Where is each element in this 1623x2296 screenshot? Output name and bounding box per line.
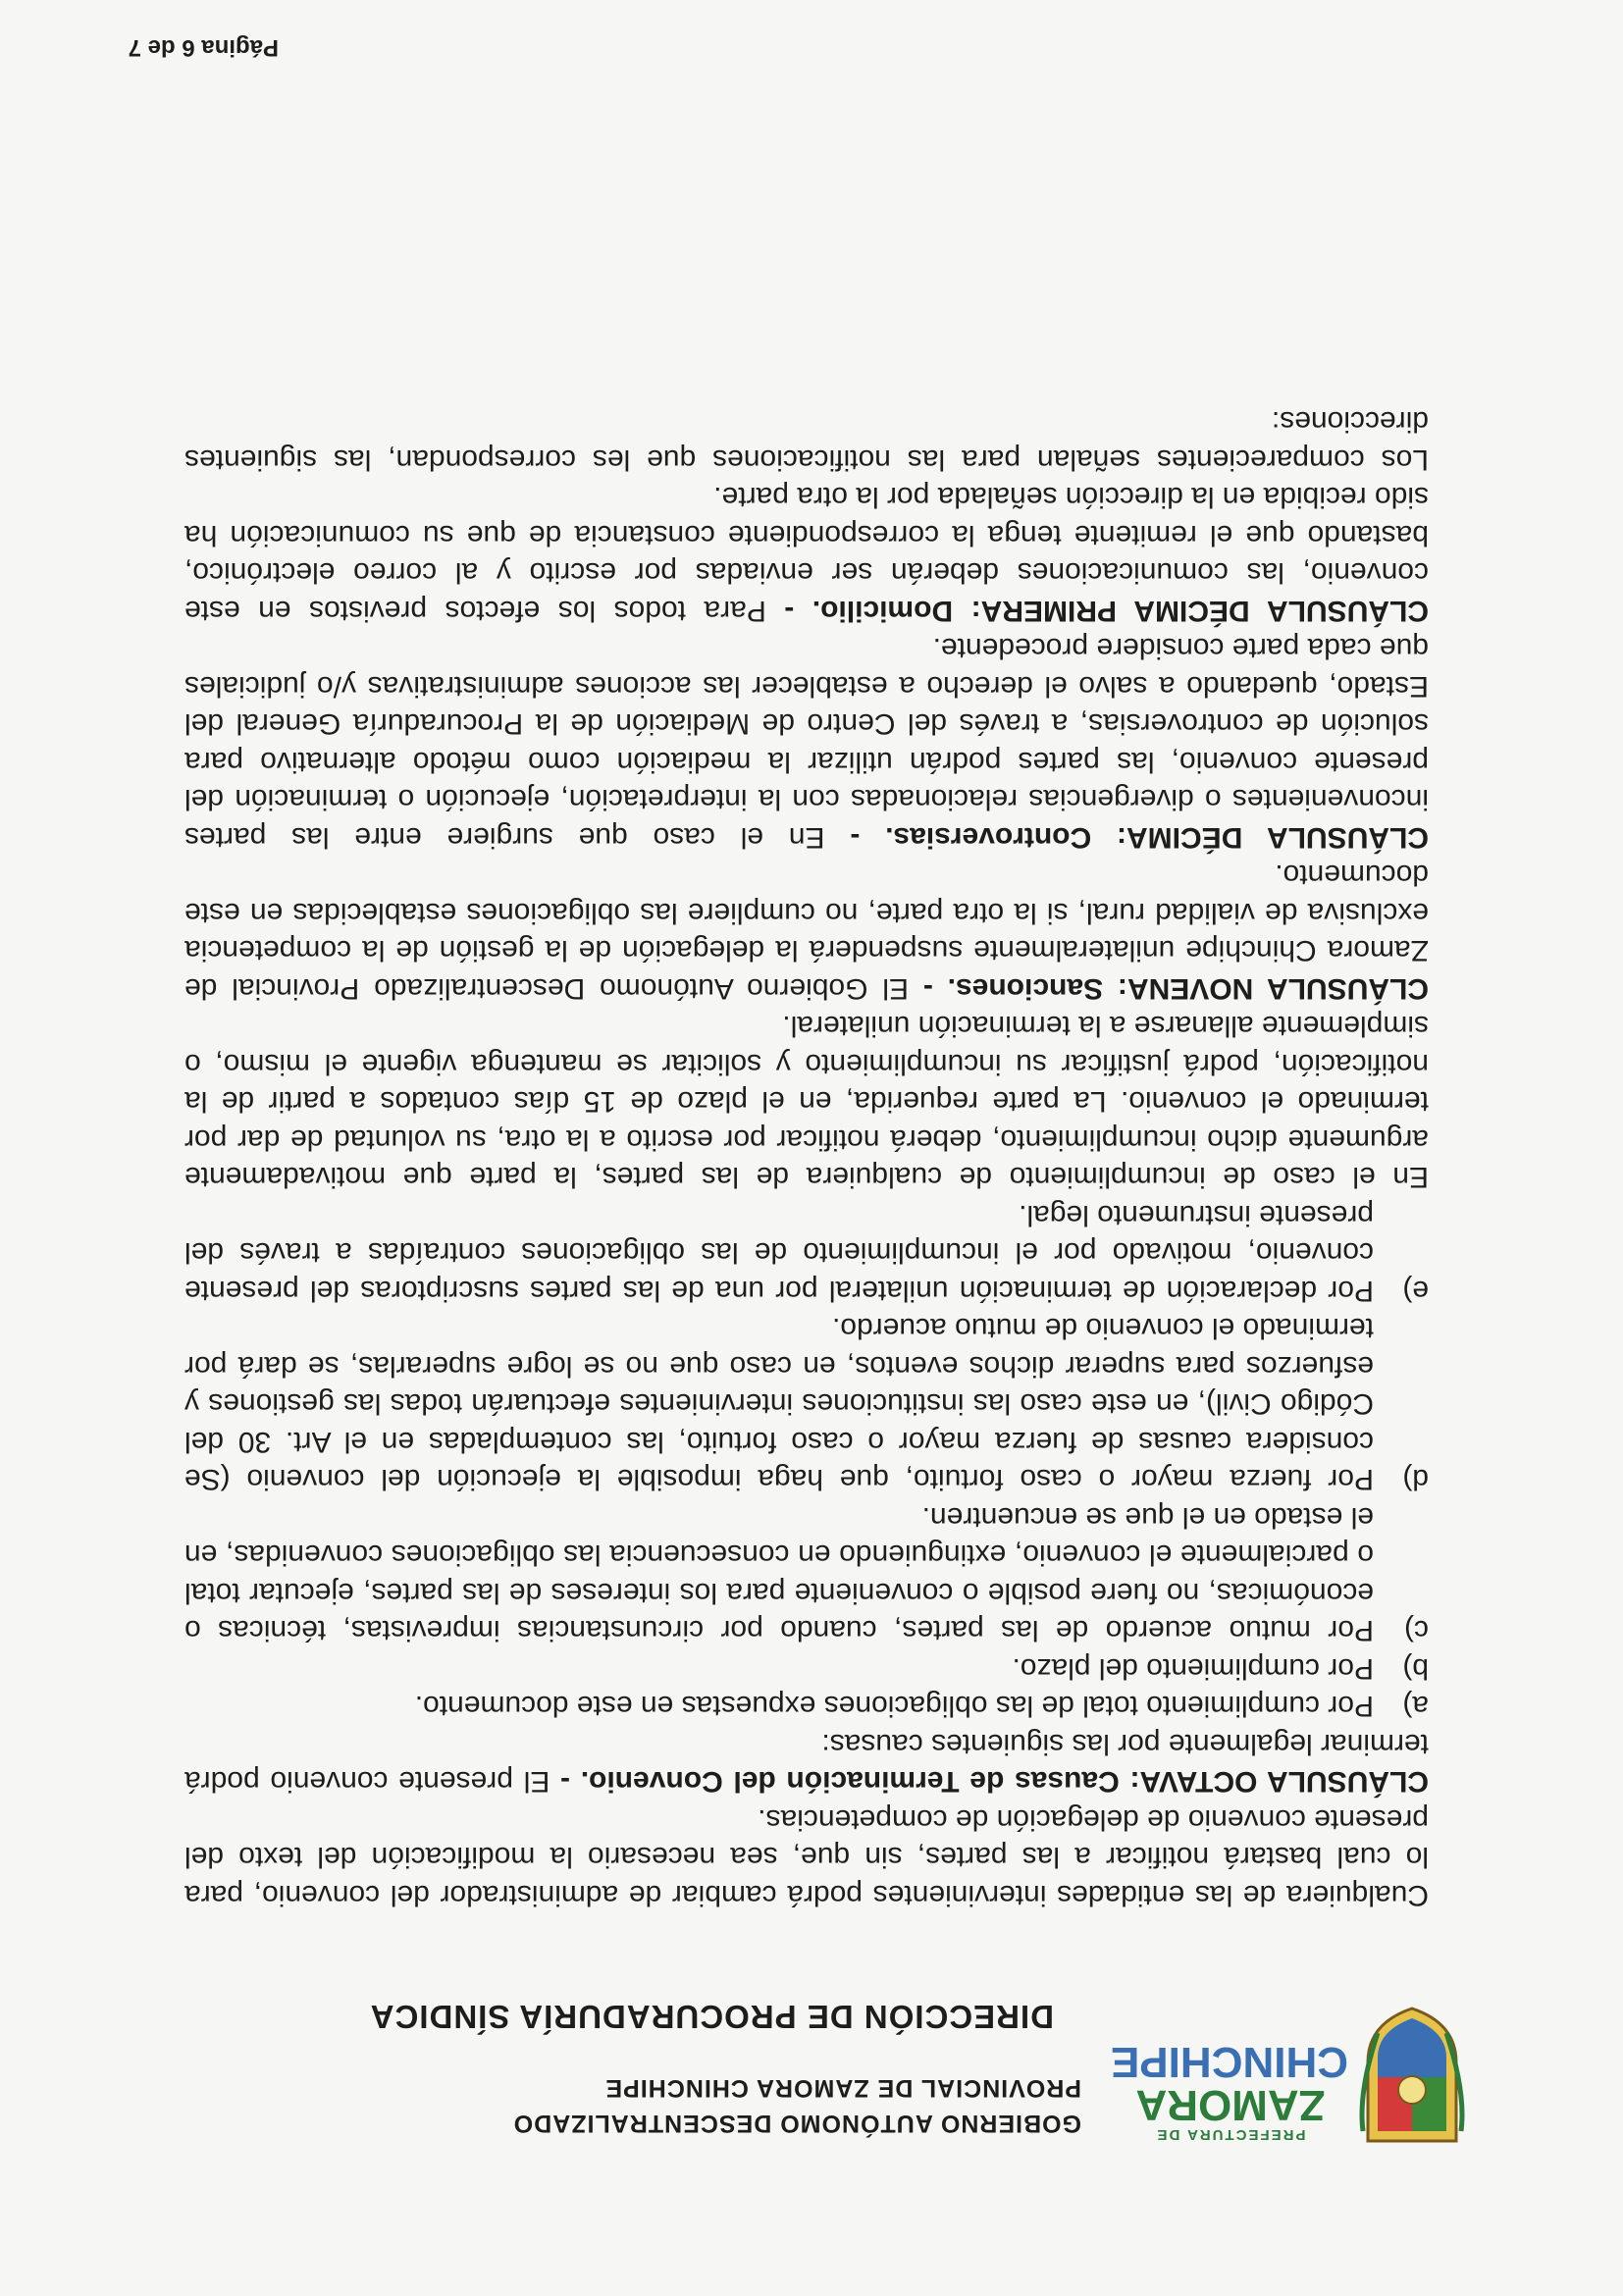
brand-chinchipe: CHINCHIPE (1110, 2038, 1348, 2086)
brand-zamora: ZAMORA (1135, 2081, 1326, 2129)
page-number: Página 6 de 7 (128, 34, 279, 61)
list-item (184, 1498, 1429, 1649)
government-name-line2: PROVINCIAL DE ZAMORA CHINCHIPE (604, 2074, 1081, 2102)
department-title: DIRECCIÓN DE PROCURADURÍA SÍNDICA (369, 1999, 1054, 2035)
document-body (184, 402, 1429, 1913)
list-item-label: e) (1402, 1275, 1429, 1307)
clause-decima-text: En el caso que surgiere entre las partes inconvenientes o divergencias relacionadas con la interpretación, ejecución o terminación del presente convenio, las partes podrán utilizar la mediación como método alternativo para solución de controversias, a través del Centro de Mediación de la Procuraduría General del Estado, quedando a salvo el derecho a establecer las acciones administrativas y/o judiciales que cada parte considere procedente. (184, 632, 1429, 854)
intro-paragraph: Cualquiera de las entidades intervinientes podrá cambiar de administrador del convenio, para lo cual bastará notificar a las partes, sin que, sea necesario la modificación del texto del presente convenio de delegación de competencias. (184, 1803, 1429, 1911)
clause-decima-primera-text: Para todos los efectos previstos en este convenio, las comunicaciones deberán ser enviadas por escrito y al correo electrónico, bastando que el remitente tenga la correspondiente constancia de que su comunicación ha sido recibida en la dirección señalada por la otra parte. (184, 481, 1429, 627)
clause-octava (184, 1725, 1429, 1800)
letterhead (112, 1964, 1466, 2151)
list-item-text: Por mutuo acuerdo de las partes, cuando por circunstancias imprevistas, técnicas o económicas, no fuere posible o conveniente para los intereses de las partes, ejecutar total o parcialmente el convenio, extinguiendo en consecuencia las obligaciones convenidas, en el estado en el que se encuentren. (184, 1501, 1374, 1647)
brand-prefix: PREFECTURA DE (1155, 2126, 1306, 2143)
list-item-label: a) (1402, 1690, 1429, 1723)
list-item-text: Por cumplimiento del plazo. (1012, 1652, 1374, 1685)
clause-octava-title: CLÁUSULA OCTAVA: Causas de Terminación del Convenio. - (560, 1765, 1429, 1799)
government-name (513, 2070, 1081, 2141)
list-item (184, 1196, 1429, 1310)
clause-decima-primera (184, 478, 1429, 629)
list-item (184, 1309, 1429, 1498)
clause-novena-text: El Gobierno Autónomo Descentralizado Provincial de Zamora Chinchipe unilateralmente suspenderá la delegación de la gestión de la competencia exclusiva de vialidad rural, si la otra parte, no cumpliere las obligaciones establecidas en este documento. (184, 859, 1429, 1005)
list-item (184, 1687, 1429, 1725)
government-name-line1: GOBIERNO AUTÓNOMO DESCENTRALIZADO (512, 2110, 1081, 2137)
list-item-text: Por declaración de terminación unilateral por una de las partes suscriptoras del presente convenio, motivado por el incumplimiento de las obligaciones contraídas a través del presente instrumento legal. (184, 1199, 1374, 1307)
list-item (184, 1649, 1429, 1688)
list-item-label: b) (1402, 1652, 1429, 1685)
list-item-text: Por cumplimiento total de las obligaciones expuestas en este documento. (414, 1690, 1374, 1723)
clause-novena-title: CLÁUSULA NOVENA: Sanciones. - (922, 972, 1429, 1005)
clause-decima-title: CLÁUSULA DÉCIMA: Controversias. - (850, 821, 1429, 854)
brand-wordmark (1110, 2038, 1348, 2143)
clause-decima (184, 629, 1429, 856)
provincial-crest-logo (1358, 2004, 1466, 2151)
incumplimiento-paragraph: En el caso de incumplimiento de cualquiera de las partes, la parte que motivadamente argumente dicho incumplimiento, deberá notificar por escrito a la otra, su voluntad de dar por terminado el convenio. La parte requerida, en el plazo de 15 días contados a partir de la notificación, podrá justificar su incumplimiento y solicitar se mantenga vigente el mismo, o simplemente allanarse a la terminación unilateral. (184, 1010, 1429, 1194)
clause-novena (184, 856, 1429, 1007)
clause-octava-text: El presente convenio podrá terminar legalmente por las siguientes causas: (184, 1728, 1429, 1799)
list-item-label: c) (1404, 1614, 1429, 1647)
list-item-label: d) (1402, 1463, 1429, 1496)
comparecientes-paragraph: Los comparecientes señalan para las notificaciones que les correspondan, las siguientes direcciones: (184, 405, 1429, 476)
list-item-text: Por fuerza mayor o caso fortuito, que haga imposible la ejecución del convenio (Se considera causas de fuerza mayor o caso fortuito, las contempladas en el Art. 30 del Código Civil), en este caso las instituciones intervinientes efectuarán todas las gestiones y esfuerzos para superar dichos eventos, en caso que no se logre superarlas, se dará por terminado el convenio de mutuo acuerdo. (184, 1312, 1374, 1496)
clause-decima-primera-title: CLÁUSULA DÉCIMA PRIMERA: Domicilio. - (784, 595, 1429, 627)
